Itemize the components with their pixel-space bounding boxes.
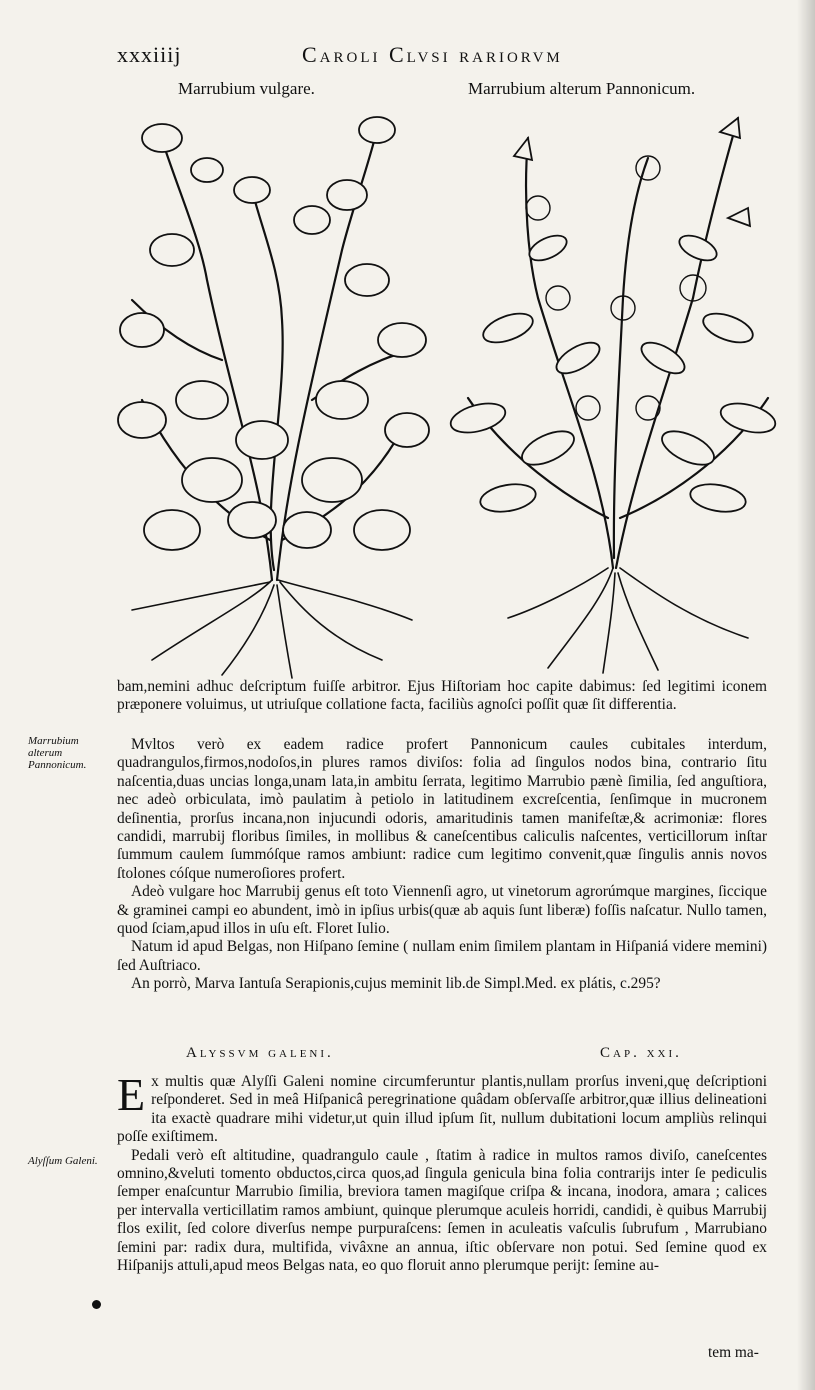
paragraph-1: bam,nemini adhuc deſcriptum fuiſſe arbitror. Ejus Hiſtoriam hoc capite dabimus: ſed legitimi iconem præponere voluimus, ut utriuſque collatione facta, faciliùs agnoſci poſſit quæ ſit differentia. xyxy=(117,678,767,714)
paragraph-7: Pedali verò eſt altitudine, quadrangulo caule , ſtatim à radice in multos ramos diviſo, caneſcentes omnino,&veluti tomento obductos,circa quos,ad ſingula genicula bina folia contrarijs inter ſe pediculis ſemper enaſcuntur Marrubio ſimilia, breviora tamen magiſque criſpa & incana, inodora, amara ; calices per intervalla verticillatim ramos ambiunt, quinque plerumque aculeis horridi, candidi, è quibus Marrubij flos exilit, ſed colore diverſus nempe purpuraſcens: ſemen in aculeatis vaſculis ſubrufum , Marrubiano ſemini par: radix dura, multifida, vivâxne an annua, iſtic obſervare non potui. Sed ſemine quod ex Hiſpanijs attuli,apud meos Belgas nata, eo quo floruit anno plerumque perijt: ſemine au- xyxy=(117,1146,767,1275)
text-block-lower xyxy=(117,1069,767,1275)
left-figure-caption: Marrubium vulgare. xyxy=(178,79,315,98)
margin-note-pannonicum: Marrubium alterum Pannonicum. xyxy=(28,735,87,771)
paragraph-5: An porrò, Marva Iantuſa Serapionis,cujus meminit lib.de Simpl.Med. ex plátis, c.295? xyxy=(131,975,661,993)
paragraph-6-text: x multis quæ Alyſſi Galeni nomine circumferuntur plantis,nullam prorſus inveni,quę deſcriptioni reſponderet. Sed in meâ Hiſpanicâ peregrinatione quâdam obſervaſſe arbitror,quæ illius delineationi ita exactè quadrare mihi videtur,ut quin illud ipſum ſit, nullum dubitationi locum ampliùs relinqui poſſe exiſtimem. xyxy=(117,1073,767,1146)
drop-capital: E xyxy=(117,1069,146,1120)
paragraph-4: Natum id apud Belgas, non Hiſpano ſemine ( nullam enim ſimilem plantam in Hiſpaniá videre memini) ſed Auſtriaco. xyxy=(117,938,767,974)
chapter-number: Cap. xxi. xyxy=(600,1045,682,1061)
text-block-upper xyxy=(117,736,767,994)
margin-note-alyssum: Alyſſum Galeni. xyxy=(28,1155,98,1167)
catchword: tem ma- xyxy=(708,1344,759,1361)
marrubium-pannonicum-woodcut xyxy=(448,98,778,678)
right-figure-caption: Marrubium alterum Pannonicum. xyxy=(468,79,696,98)
paragraph-6 xyxy=(117,1069,767,1147)
folio-number: xxxiiij xyxy=(117,42,182,67)
paragraph-2: Mvltos verò ex eadem radice profert Pannonicum caules cubitales interdum, quadrangulos,firmos,nodoſos,in plures ramos diviſos: folia ad ſingulos nodos bina, contrario ſitu naſcentia,duas uncias longa,unam lata,in ambitu ſerrata, legitimo Marrubio pænè ſimilia, ſed anguſtiora, nec adeò orbiculata, imò paulatim à petiolo in latitudinem excreſcentia, ſenſimque in mucronem deſinentia, prorſus incana,non injucundi odoris, amaritudinis tamen manifeſtæ,& acrimoniæ: flores candidi, marrubij floribus ſimiles, in mollibus & caneſcentibus caliculis naſcentes, verticillorum inſtar ſummum caulem ſummóſque ramos ambiunt: radice cum legitimo convenit,quæ ſingulis annis novos ſtolones cóſque numeroſiores profert. xyxy=(117,736,767,882)
running-title: Caroli Clvsi rariorvm xyxy=(302,42,563,67)
plant-illustration-right xyxy=(448,98,778,678)
text-block-upper-lead xyxy=(117,678,767,715)
plant-illustration-left xyxy=(112,100,432,680)
ink-spot xyxy=(92,1300,101,1309)
paragraph-3: Adeò vulgare hoc Marrubij genus eſt toto Viennenſi agro, ut vinetorum agrorúmque margines, ſiccique & graminei campi eo abundent, imò in ipſius urbis(quæ ab aquis ſunt liberæ) foſſis naſcatur. Nullo tamen, quod ſciam,apud illos in uſu eſt. Floret Iulio. xyxy=(117,883,767,938)
section-title: Alyssvm galeni. xyxy=(186,1045,334,1061)
page-edge-shadow xyxy=(797,0,815,1390)
marrubium-vulgare-woodcut xyxy=(112,100,432,680)
